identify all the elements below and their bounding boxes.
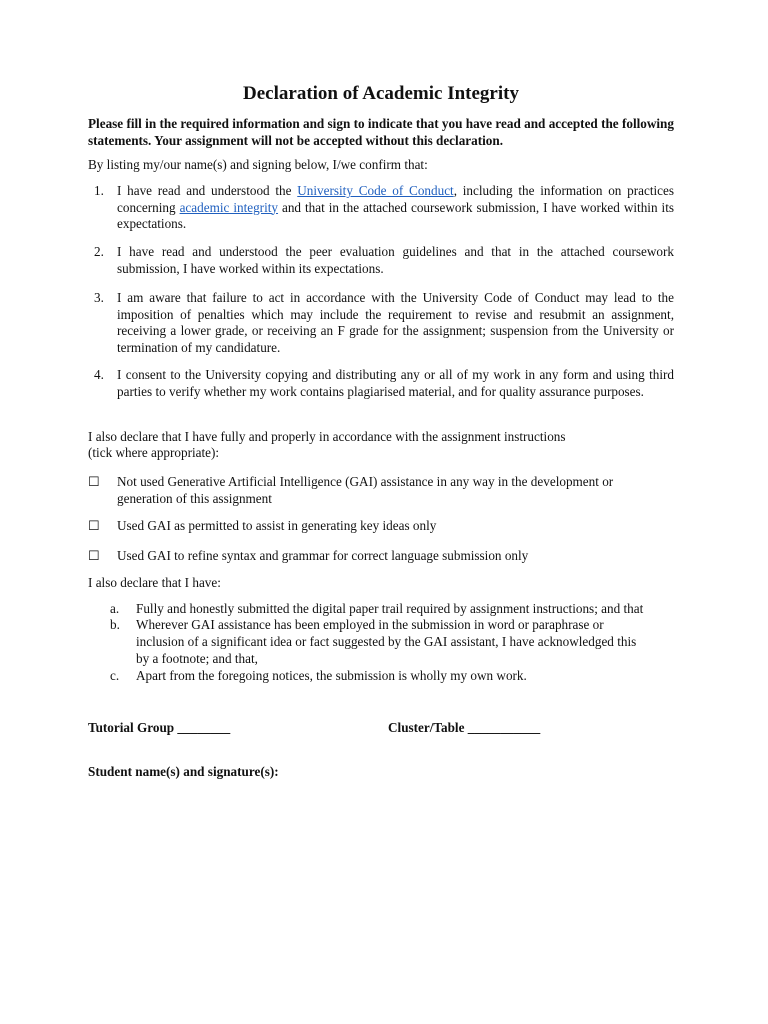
declare-line-1: I also declare that I have fully and properly in accordance with the assignment instructions: [88, 429, 566, 444]
statement-3: I am aware that failure to act in accordance with the University Code of Conduct may lead to the imposition of penalties which may include the requirement to revise and resubmit an assignment, receiving a lower grade, or receiving an F grade for the assignment; suspension from the University or termination of my candidature.: [117, 290, 674, 355]
declaration-c-text: Apart from the foregoing notices, the submission is wholly my own work.: [136, 668, 527, 683]
statement-1: [117, 183, 674, 233]
statement-4: I consent to the University copying and distributing any or all of my work in any form and using third parties to verify whether my work contains plagiarised material, and for quality assurance purposes.: [117, 367, 674, 399]
checkbox-gai-key-ideas[interactable]: ☐: [88, 518, 100, 533]
statement-number: 2.: [94, 244, 104, 259]
cluster-table-field[interactable]: Cluster/Table ___________: [388, 720, 541, 735]
academic-integrity-link[interactable]: academic integrity: [179, 199, 279, 215]
statement-number: 4.: [94, 367, 104, 382]
statement-1-text-c: and that in the attached coursework submission, I have worked within its expectations.: [117, 199, 674, 231]
code-of-conduct-link[interactable]: University Code of Conduct: [297, 183, 454, 198]
option-not-used-gai-line2: generation of this assignment: [117, 491, 272, 506]
checkbox-not-used-gai[interactable]: ☐: [88, 474, 100, 489]
declare-line-2: (tick where appropriate):: [88, 445, 220, 460]
student-names-signatures-label: Student name(s) and signature(s):: [88, 764, 279, 779]
option-gai-key-ideas: Used GAI as permitted to assist in generating key ideas only: [117, 518, 437, 533]
declaration-letter: c.: [110, 668, 120, 683]
statement-1-text-b: , including the information on practices concerning: [117, 183, 675, 215]
declaration-letter: b.: [110, 617, 120, 632]
tutorial-group-field[interactable]: Tutorial Group ________: [88, 720, 231, 735]
declaration-b-line1: Wherever GAI assistance has been employed in the submission in word or paraphrase or: [136, 617, 604, 632]
statement-number: 3.: [94, 290, 104, 305]
statement-number: 1.: [94, 183, 104, 198]
option-gai-syntax-grammar: Used GAI to refine syntax and grammar for correct language submission only: [117, 548, 529, 563]
declaration-b-line2: inclusion of a significant idea or fact suggested by the GAI assistant, I have acknowledged this: [136, 634, 637, 649]
statement-1-text-a: I have read and understood the: [117, 183, 298, 198]
statement-2: I have read and understood the peer evaluation guidelines and that in the attached coursework submission, I have worked within its expectations.: [117, 244, 674, 276]
declaration-a-text: Fully and honestly submitted the digital paper trail required by assignment instructions; and that: [136, 601, 644, 616]
checkbox-gai-syntax-grammar[interactable]: ☐: [88, 548, 100, 563]
confirm-line: By listing my/our name(s) and signing below, I/we confirm that:: [88, 157, 428, 172]
page-title: Declaration of Academic Integrity: [243, 83, 519, 104]
declaration-letter: a.: [110, 601, 120, 616]
also-declare-line: I also declare that I have:: [88, 575, 221, 590]
option-not-used-gai-line1: Not used Generative Artificial Intelligence (GAI) assistance in any way in the development or: [117, 474, 614, 489]
declaration-b-line3: by a footnote; and that,: [136, 651, 258, 666]
intro-instructions: Please fill in the required information and sign to indicate that you have read and accepted the following statements. Your assignment will not be accepted without this declaration.: [88, 116, 674, 148]
